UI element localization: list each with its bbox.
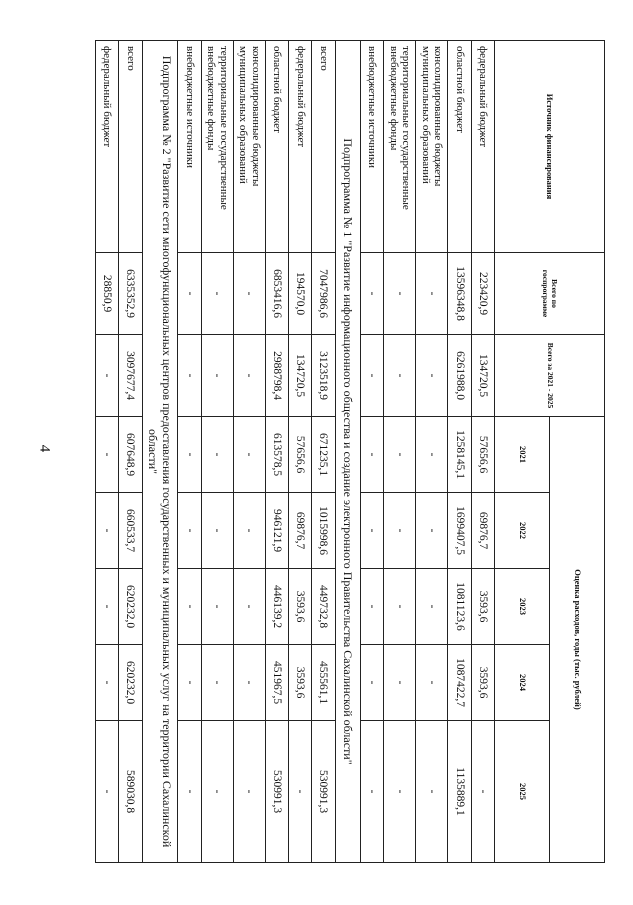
table-row bbox=[178, 41, 201, 863]
cell-value: 57656,6 bbox=[289, 417, 312, 493]
cell-value: - bbox=[384, 335, 416, 417]
cell-value: 28850,9 bbox=[96, 253, 119, 335]
cell-value: - bbox=[201, 417, 233, 493]
cell-value: 607648,9 bbox=[119, 417, 142, 493]
cell-value: - bbox=[96, 493, 119, 569]
cell-value: - bbox=[384, 417, 416, 493]
cell-value: - bbox=[178, 253, 201, 335]
cell-value: - bbox=[178, 721, 201, 863]
cell-value: - bbox=[233, 417, 265, 493]
cell-value: 3097677,4 bbox=[119, 335, 142, 417]
cell-value: - bbox=[233, 645, 265, 721]
cell-value: - bbox=[96, 721, 119, 863]
cell-value: 451967,5 bbox=[265, 645, 288, 721]
cell-value: 1015998,6 bbox=[312, 493, 335, 569]
cell-value: - bbox=[201, 335, 233, 417]
cell-value: - bbox=[96, 645, 119, 721]
cell-value: - bbox=[384, 721, 416, 863]
cell-value: 2988798,4 bbox=[265, 335, 288, 417]
cell-value: 620232,0 bbox=[119, 569, 142, 645]
table-row bbox=[233, 41, 265, 863]
cell-value: 530991,3 bbox=[312, 721, 335, 863]
cell-value: 3593,6 bbox=[289, 569, 312, 645]
table-row bbox=[265, 41, 288, 863]
cell-value: - bbox=[178, 493, 201, 569]
row-label: областной бюджет bbox=[265, 41, 288, 253]
subprogram-title: Подпрограмма № 1 "Развитие информационного общества и создание электронного Правительства Сахалинской области" bbox=[335, 41, 360, 863]
cell-value: 1081123,6 bbox=[448, 569, 471, 645]
cell-value: - bbox=[384, 569, 416, 645]
table-row bbox=[416, 41, 448, 863]
cell-value: - bbox=[201, 721, 233, 863]
cell-value: - bbox=[96, 569, 119, 645]
cell-value: - bbox=[233, 253, 265, 335]
cell-value: - bbox=[361, 493, 384, 569]
row-label: областной бюджет bbox=[448, 41, 471, 253]
cell-value: - bbox=[289, 721, 312, 863]
row-label: консолидированные бюджеты муниципальных образований bbox=[233, 41, 265, 253]
cell-value: 1087422,7 bbox=[448, 645, 471, 721]
cell-value: 223420,9 bbox=[471, 253, 494, 335]
cell-value: - bbox=[201, 645, 233, 721]
cell-value: - bbox=[361, 645, 384, 721]
cell-value: 6261988,0 bbox=[448, 335, 471, 417]
cell-value: - bbox=[416, 335, 448, 417]
cell-value: 1135889,1 bbox=[448, 721, 471, 863]
cell-value: 620232,0 bbox=[119, 645, 142, 721]
cell-value: - bbox=[361, 417, 384, 493]
cell-value: 449732,8 bbox=[312, 569, 335, 645]
cell-value: - bbox=[416, 721, 448, 863]
cell-value: - bbox=[361, 253, 384, 335]
cell-value: - bbox=[361, 335, 384, 417]
table-container bbox=[95, 40, 605, 862]
header-year-2022: 2022 bbox=[494, 493, 549, 569]
page-number: 4 bbox=[36, 444, 53, 453]
table-row bbox=[119, 41, 142, 863]
row-label: внебюджетные источники bbox=[361, 41, 384, 253]
cell-value: 69876,7 bbox=[289, 493, 312, 569]
header-year-2025: 2025 bbox=[494, 721, 549, 863]
cell-value: 134720,5 bbox=[289, 335, 312, 417]
table-row bbox=[201, 41, 233, 863]
cell-value: - bbox=[178, 417, 201, 493]
subprogram-title-row bbox=[335, 41, 360, 863]
cell-value: - bbox=[233, 335, 265, 417]
cell-value: 671235,1 bbox=[312, 417, 335, 493]
cell-value: - bbox=[361, 721, 384, 863]
cell-value: - bbox=[201, 493, 233, 569]
row-label: федеральный бюджет bbox=[96, 41, 119, 253]
table-body bbox=[96, 41, 605, 863]
subprogram-title: Подпрограмма № 2 "Развитие сети многофункциональных центров предоставления государственных и муниципальных услуг на территории Сахалинской области" bbox=[142, 41, 178, 863]
funding-table bbox=[95, 40, 605, 863]
cell-value: - bbox=[201, 253, 233, 335]
cell-value: 13596348,8 bbox=[448, 253, 471, 335]
cell-value: - bbox=[416, 569, 448, 645]
cell-value: - bbox=[233, 721, 265, 863]
cell-value: - bbox=[361, 569, 384, 645]
cell-value: - bbox=[233, 569, 265, 645]
cell-value: 1258145,1 bbox=[448, 417, 471, 493]
header-year-2021: 2021 bbox=[494, 417, 549, 493]
cell-value: 530991,3 bbox=[265, 721, 288, 863]
header-source: Источник финансирования bbox=[494, 41, 604, 253]
cell-value: 3593,6 bbox=[471, 645, 494, 721]
cell-value: - bbox=[416, 417, 448, 493]
rotated-page-area bbox=[95, 40, 605, 862]
cell-value: 194570,0 bbox=[289, 253, 312, 335]
cell-value: 7047986,6 bbox=[312, 253, 335, 335]
cell-value: - bbox=[416, 253, 448, 335]
cell-value: - bbox=[416, 645, 448, 721]
cell-value: - bbox=[471, 721, 494, 863]
header-total-period: Всего за 2021 - 2025 bbox=[494, 335, 604, 417]
table-row bbox=[471, 41, 494, 863]
header-row-1 bbox=[549, 41, 604, 863]
cell-value: 446139,2 bbox=[265, 569, 288, 645]
cell-value: 3123518,9 bbox=[312, 335, 335, 417]
cell-value: 589030,8 bbox=[119, 721, 142, 863]
header-year-2024: 2024 bbox=[494, 645, 549, 721]
cell-value: - bbox=[178, 335, 201, 417]
cell-value: 1699407,5 bbox=[448, 493, 471, 569]
row-label: территориальные государственные внебюджетные фонды bbox=[201, 41, 233, 253]
row-label: территориальные государственные внебюджетные фонды bbox=[384, 41, 416, 253]
cell-value: 134720,5 bbox=[471, 335, 494, 417]
cell-value: - bbox=[96, 417, 119, 493]
cell-value: 660533,7 bbox=[119, 493, 142, 569]
table-row bbox=[289, 41, 312, 863]
table-row bbox=[312, 41, 335, 863]
row-label: внебюджетные источники bbox=[178, 41, 201, 253]
cell-value: - bbox=[178, 569, 201, 645]
row-label: всего bbox=[119, 41, 142, 253]
cell-value: 6853416,6 bbox=[265, 253, 288, 335]
header-year-2023: 2023 bbox=[494, 569, 549, 645]
cell-value: - bbox=[416, 493, 448, 569]
row-label: всего bbox=[312, 41, 335, 253]
cell-value: - bbox=[384, 645, 416, 721]
cell-value: - bbox=[96, 335, 119, 417]
cell-value: 57656,6 bbox=[471, 417, 494, 493]
row-label: федеральный бюджет bbox=[289, 41, 312, 253]
header-estimate: Оценка расходов, годы (тыс. рублей) bbox=[549, 417, 604, 863]
row-label: федеральный бюджет bbox=[471, 41, 494, 253]
table-row bbox=[448, 41, 471, 863]
cell-value: - bbox=[201, 569, 233, 645]
row-label: консолидированные бюджеты муниципальных образований bbox=[416, 41, 448, 253]
table-row bbox=[96, 41, 119, 863]
cell-value: 3593,6 bbox=[471, 569, 494, 645]
table-row bbox=[361, 41, 384, 863]
cell-value: - bbox=[384, 493, 416, 569]
cell-value: 946121,9 bbox=[265, 493, 288, 569]
cell-value: 6335352,9 bbox=[119, 253, 142, 335]
cell-value: 613578,5 bbox=[265, 417, 288, 493]
header-total-program: Всего по госпрограмме bbox=[494, 253, 604, 335]
subprogram-title-row bbox=[142, 41, 178, 863]
cell-value: - bbox=[178, 645, 201, 721]
cell-value: 455561,1 bbox=[312, 645, 335, 721]
table-row bbox=[384, 41, 416, 863]
cell-value: - bbox=[384, 253, 416, 335]
cell-value: 3593,6 bbox=[289, 645, 312, 721]
cell-value: - bbox=[233, 493, 265, 569]
cell-value: 69876,7 bbox=[471, 493, 494, 569]
